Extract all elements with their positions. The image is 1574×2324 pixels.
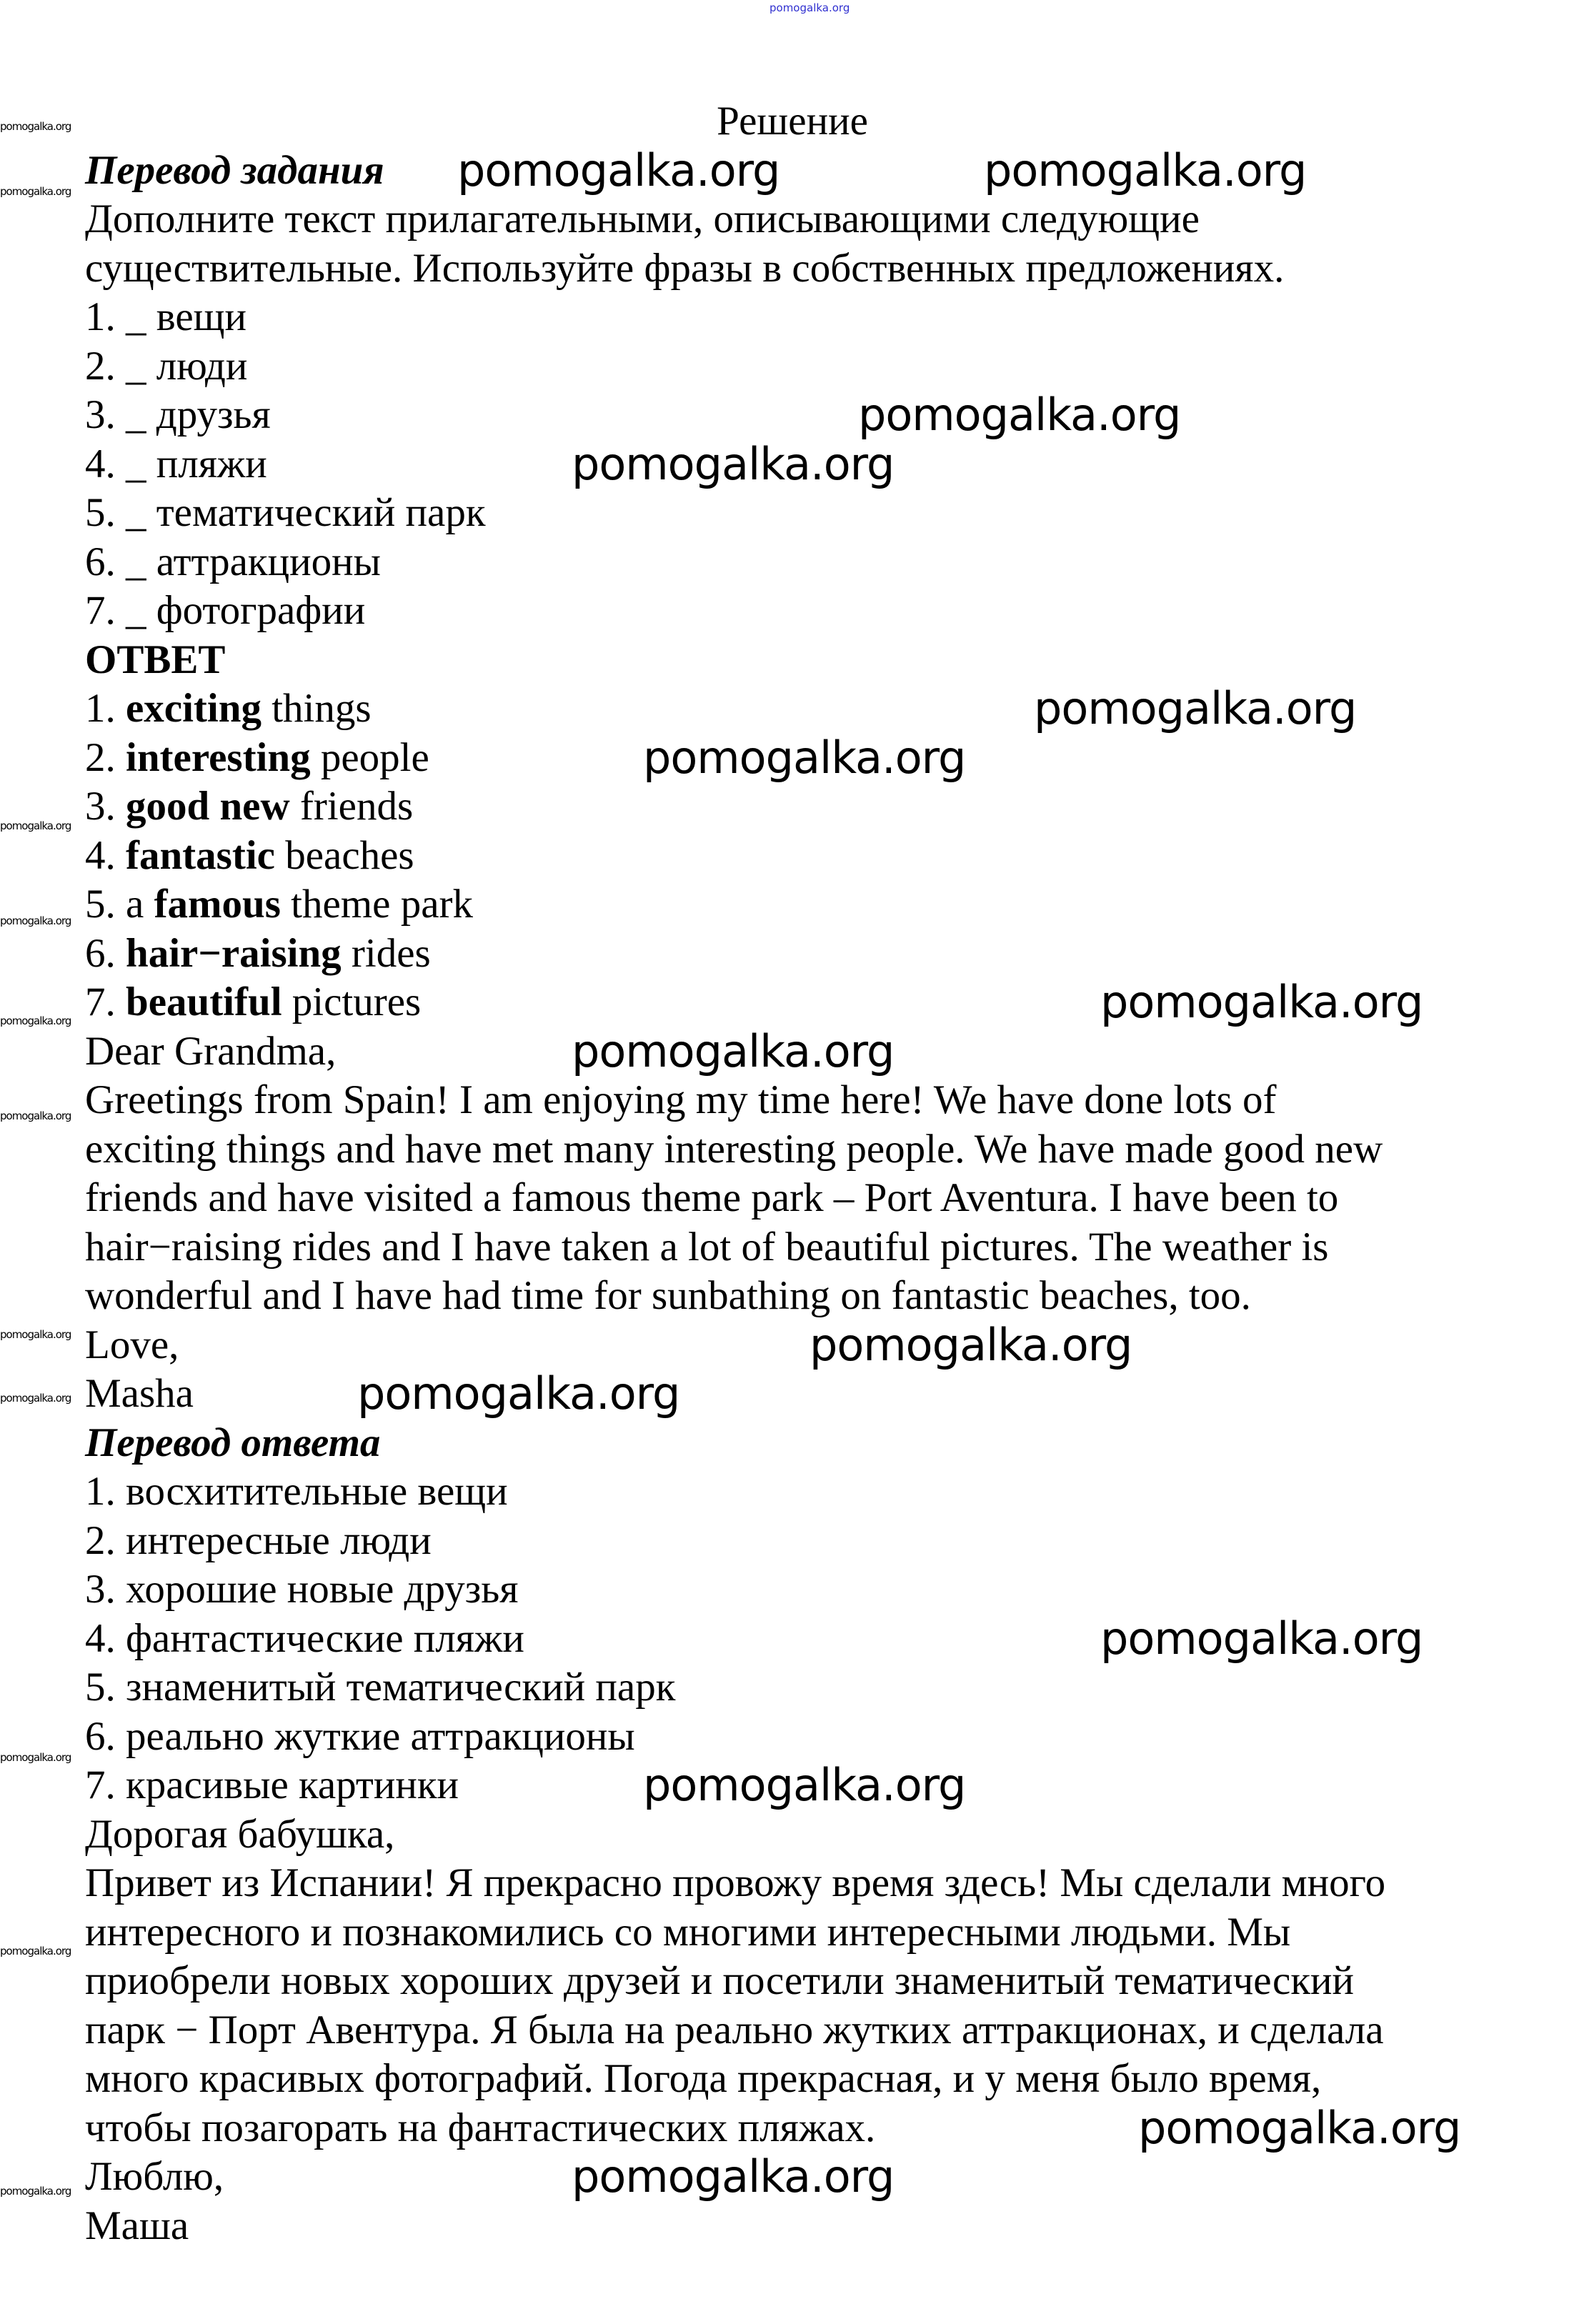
watermark: pomogalka.org bbox=[1100, 1612, 1423, 1665]
watermark-small: pomogalka.org bbox=[0, 1751, 71, 1764]
text-line bbox=[85, 1663, 1500, 1712]
text-line bbox=[85, 1076, 1500, 1125]
text-line bbox=[85, 538, 1500, 587]
text-segment: Дополните текст прилагательными, описывающими следующие bbox=[85, 196, 1200, 241]
text-segment: 7. bbox=[85, 979, 126, 1024]
text-segment: существительные. Используйте фразы в собственных предложениях. bbox=[85, 245, 1285, 291]
watermark: pomogalka.org bbox=[457, 144, 780, 196]
text-segment: Masha bbox=[85, 1371, 194, 1416]
bold-text: interesting bbox=[126, 734, 311, 780]
bold-text: beautiful bbox=[126, 979, 282, 1024]
text-segment: 7. _ фотографии bbox=[85, 588, 366, 633]
text-segment: 3. bbox=[85, 784, 126, 829]
bold-text: exciting bbox=[126, 686, 261, 731]
watermark-top[interactable]: pomogalka.org bbox=[769, 1, 850, 14]
text-line bbox=[85, 489, 1500, 538]
text-segment: Greetings from Spain! I am enjoying my time here! We have done lots of bbox=[85, 1077, 1277, 1122]
bold-text: ОТВЕТ bbox=[85, 637, 226, 682]
text-segment: 6. реально жуткие аттракционы bbox=[85, 1713, 635, 1759]
watermark: pomogalka.org bbox=[357, 1367, 680, 1420]
text-segment: wonderful and I have had time for sunbathing on fantastic beaches, too. bbox=[85, 1273, 1251, 1318]
text-line bbox=[85, 1125, 1500, 1175]
text-line bbox=[85, 1712, 1500, 1762]
text-segment: чтобы позагорать на фантастических пляжах. bbox=[85, 2105, 876, 2150]
text-line bbox=[85, 1517, 1500, 1566]
text-line bbox=[85, 1174, 1500, 1223]
text-line bbox=[85, 244, 1500, 294]
text-segment: 5. a bbox=[85, 882, 154, 927]
text-segment: people bbox=[310, 734, 429, 780]
text-line bbox=[85, 391, 1500, 440]
text-segment: приобрели новых хороших друзей и посетили знаменитый тематический bbox=[85, 1958, 1355, 2003]
watermark-small: pomogalka.org bbox=[0, 1945, 71, 1958]
watermark-small: pomogalka.org bbox=[0, 2185, 71, 2198]
text-segment: pictures bbox=[282, 979, 422, 1024]
watermark: pomogalka.org bbox=[1138, 2102, 1461, 2154]
text-segment: Перевод ответа bbox=[85, 1420, 381, 1465]
page-title: Решение bbox=[717, 99, 868, 144]
text-segment: 3. _ друзья bbox=[85, 392, 271, 437]
text-segment: 6. bbox=[85, 930, 126, 976]
text-segment: 6. _ аттракционы bbox=[85, 539, 381, 584]
text-line bbox=[85, 2006, 1500, 2055]
watermark-small: pomogalka.org bbox=[0, 185, 71, 198]
text-line bbox=[85, 1908, 1500, 1958]
bold-text: hair−raising bbox=[126, 930, 342, 976]
text-segment: beaches bbox=[274, 832, 414, 878]
text-segment: 4. bbox=[85, 832, 126, 878]
watermark: pomogalka.org bbox=[984, 144, 1307, 196]
text-segment: hair−raising rides and I have taken a lot of beautiful pictures. The weather is bbox=[85, 1224, 1329, 1270]
text-segment: theme park bbox=[280, 882, 473, 927]
text-line bbox=[85, 342, 1500, 392]
text-segment: 2. интересные люди bbox=[85, 1517, 432, 1563]
text-segment: things bbox=[261, 686, 372, 731]
text-line bbox=[85, 929, 1500, 979]
text-segment: 1. _ вещи bbox=[85, 294, 247, 339]
text-segment: Love, bbox=[85, 1322, 179, 1367]
text-segment: friends and have visited a famous theme park – Port Aventura. I have been to bbox=[85, 1175, 1339, 1220]
watermark-small: pomogalka.org bbox=[0, 914, 71, 927]
watermark: pomogalka.org bbox=[643, 1759, 966, 1811]
text-line bbox=[85, 636, 1500, 685]
text-line bbox=[85, 1859, 1500, 1908]
text-segment: exciting things and have met many interesting people. We have made good new bbox=[85, 1126, 1383, 1172]
text-segment: интересного и познакомились со многими интересными людьми. Мы bbox=[85, 1909, 1291, 1955]
text-segment: 2. _ люди bbox=[85, 343, 248, 389]
text-segment: Dear Grandma, bbox=[85, 1028, 337, 1074]
watermark: pomogalka.org bbox=[572, 2150, 895, 2203]
watermark-small: pomogalka.org bbox=[0, 1328, 71, 1341]
watermark-small: pomogalka.org bbox=[0, 1109, 71, 1122]
text-segment: 7. красивые картинки bbox=[85, 1762, 459, 1807]
text-segment: 4. _ пляжи bbox=[85, 441, 267, 487]
text-line bbox=[85, 1565, 1500, 1615]
watermark-small: pomogalka.org bbox=[0, 1392, 71, 1405]
text-segment: Дорогая бабушка, bbox=[85, 1811, 395, 1857]
text-segment: парк − Порт Авентура. Я была на реально жутких аттракционах, и сделала bbox=[85, 2007, 1384, 2053]
watermark: pomogalka.org bbox=[643, 732, 966, 784]
text-line bbox=[85, 832, 1500, 881]
text-line bbox=[85, 2202, 1500, 2251]
text-line bbox=[85, 2055, 1500, 2104]
text-line bbox=[85, 880, 1500, 929]
watermark: pomogalka.org bbox=[810, 1319, 1132, 1371]
text-segment: Перевод задания bbox=[85, 147, 384, 193]
text-segment: 1. bbox=[85, 686, 126, 731]
text-segment: 4. фантастические пляжи bbox=[85, 1615, 524, 1661]
text-line bbox=[85, 587, 1500, 636]
bold-text: fantastic bbox=[126, 832, 275, 878]
bold-text: good new bbox=[126, 784, 290, 829]
text-line bbox=[85, 1957, 1500, 2006]
text-segment: 5. знаменитый тематический парк bbox=[85, 1665, 676, 1710]
text-segment: Маша bbox=[85, 2203, 189, 2248]
text-segment: 5. _ тематический парк bbox=[85, 490, 486, 535]
text-segment: rides bbox=[341, 930, 431, 976]
text-segment: Люблю, bbox=[85, 2154, 224, 2199]
text-line bbox=[85, 1367, 1500, 1420]
watermark: pomogalka.org bbox=[1100, 976, 1423, 1028]
watermark-small: pomogalka.org bbox=[0, 819, 71, 832]
text-line bbox=[85, 1321, 1500, 1370]
text-line bbox=[85, 1272, 1500, 1321]
text-segment: 1. восхитительные вещи bbox=[85, 1469, 508, 1514]
watermark-small: pomogalka.org bbox=[0, 1014, 71, 1027]
text-line bbox=[85, 1467, 1500, 1517]
watermark: pomogalka.org bbox=[572, 1025, 895, 1077]
text-segment: friends bbox=[289, 784, 414, 829]
watermark: pomogalka.org bbox=[858, 389, 1181, 441]
text-segment: много красивых фотографий. Погода прекрасная, и у меня было время, bbox=[85, 2056, 1322, 2101]
text-segment: 3. хорошие новые друзья bbox=[85, 1567, 519, 1612]
watermark-small: pomogalka.org bbox=[0, 120, 71, 133]
section-heading bbox=[85, 1419, 1500, 1468]
watermark: pomogalka.org bbox=[1034, 682, 1357, 734]
text-segment: 2. bbox=[85, 734, 126, 780]
text-line bbox=[85, 1810, 1500, 1860]
text-segment: Привет из Испании! Я прекрасно провожу время здесь! Мы сделали много bbox=[85, 1860, 1386, 1905]
text-line bbox=[85, 1223, 1500, 1272]
watermark: pomogalka.org bbox=[572, 438, 895, 490]
text-line bbox=[85, 782, 1500, 832]
text-line bbox=[85, 195, 1500, 244]
document-body bbox=[85, 97, 1500, 2250]
bold-text: famous bbox=[154, 882, 281, 927]
text-line bbox=[85, 293, 1500, 342]
